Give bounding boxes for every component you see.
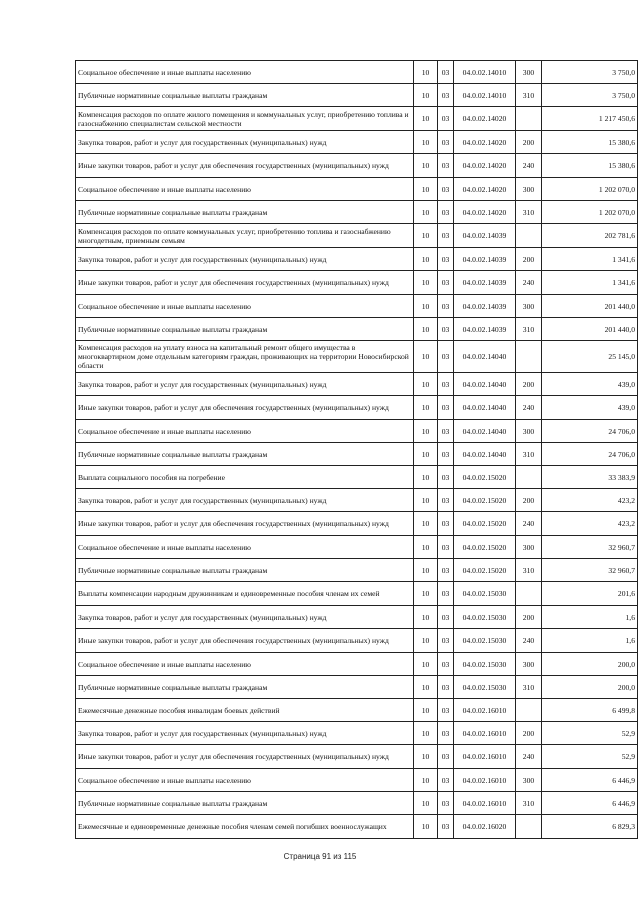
section-code: 10 bbox=[414, 318, 438, 341]
row-name: Ежемесячные и единовременные денежные пособия членам семей погибших военнослужащих bbox=[76, 815, 414, 839]
section-code: 10 bbox=[414, 154, 438, 178]
row-name: Иные закупки товаров, работ и услуг для обеспечения государственных (муниципальных) нужд bbox=[76, 629, 414, 653]
section-code: 10 bbox=[414, 201, 438, 224]
target-article-code: 04.0.02.15020 bbox=[454, 489, 516, 512]
expense-type-code: 240 bbox=[516, 396, 542, 420]
target-article-code: 04.0.02.15030 bbox=[454, 653, 516, 676]
expense-type-code: 240 bbox=[516, 271, 542, 295]
expense-type-code: 240 bbox=[516, 512, 542, 536]
subsection-code: 03 bbox=[438, 559, 454, 582]
subsection-code: 03 bbox=[438, 443, 454, 466]
section-code: 10 bbox=[414, 295, 438, 318]
section-code: 10 bbox=[414, 271, 438, 295]
subsection-code: 03 bbox=[438, 792, 454, 815]
table-row bbox=[76, 271, 638, 295]
expense-type-code bbox=[516, 341, 542, 373]
subsection-code: 03 bbox=[438, 653, 454, 676]
row-name: Социальное обеспечение и иные выплаты населению bbox=[76, 769, 414, 792]
target-article-code: 04.0.02.14039 bbox=[454, 295, 516, 318]
amount: 33 383,9 bbox=[542, 466, 638, 489]
target-article-code: 04.0.02.14020 bbox=[454, 107, 516, 131]
amount: 6 499,8 bbox=[542, 699, 638, 722]
amount: 423,2 bbox=[542, 489, 638, 512]
table-row bbox=[76, 792, 638, 815]
subsection-code: 03 bbox=[438, 107, 454, 131]
table-row bbox=[76, 201, 638, 224]
page-number: Страница 91 из 115 bbox=[283, 852, 357, 861]
row-name: Публичные нормативные социальные выплаты гражданам bbox=[76, 318, 414, 341]
subsection-code: 03 bbox=[438, 318, 454, 341]
target-article-code: 04.0.02.14039 bbox=[454, 271, 516, 295]
row-name: Публичные нормативные социальные выплаты гражданам bbox=[76, 443, 414, 466]
amount: 1 341,6 bbox=[542, 271, 638, 295]
expense-type-code: 310 bbox=[516, 318, 542, 341]
section-code: 10 bbox=[414, 466, 438, 489]
row-name: Социальное обеспечение и иные выплаты населению bbox=[76, 420, 414, 443]
row-name: Публичные нормативные социальные выплаты гражданам bbox=[76, 84, 414, 107]
expense-type-code: 310 bbox=[516, 792, 542, 815]
row-name: Иные закупки товаров, работ и услуг для обеспечения государственных (муниципальных) нужд bbox=[76, 745, 414, 769]
row-name: Публичные нормативные социальные выплаты гражданам bbox=[76, 676, 414, 699]
subsection-code: 03 bbox=[438, 420, 454, 443]
row-name: Закупка товаров, работ и услуг для государственных (муниципальных) нужд bbox=[76, 131, 414, 154]
subsection-code: 03 bbox=[438, 489, 454, 512]
target-article-code: 04.0.02.14040 bbox=[454, 373, 516, 396]
target-article-code: 04.0.02.14020 bbox=[454, 178, 516, 201]
expense-type-code: 200 bbox=[516, 489, 542, 512]
table-row bbox=[76, 84, 638, 107]
subsection-code: 03 bbox=[438, 769, 454, 792]
target-article-code: 04.0.02.14020 bbox=[454, 131, 516, 154]
target-article-code: 04.0.02.14040 bbox=[454, 420, 516, 443]
expense-type-code: 300 bbox=[516, 536, 542, 559]
section-code: 10 bbox=[414, 745, 438, 769]
row-name: Выплаты компенсации народным дружинникам и единовременные пособия членам их семей bbox=[76, 582, 414, 606]
table-row bbox=[76, 629, 638, 653]
target-article-code: 04.0.02.16020 bbox=[454, 815, 516, 839]
section-code: 10 bbox=[414, 815, 438, 839]
target-article-code: 04.0.02.14040 bbox=[454, 443, 516, 466]
expense-type-code: 240 bbox=[516, 629, 542, 653]
expense-type-code: 240 bbox=[516, 745, 542, 769]
subsection-code: 03 bbox=[438, 536, 454, 559]
target-article-code: 04.0.02.14020 bbox=[454, 154, 516, 178]
section-code: 10 bbox=[414, 107, 438, 131]
section-code: 10 bbox=[414, 224, 438, 248]
subsection-code: 03 bbox=[438, 699, 454, 722]
amount: 1 202 070,0 bbox=[542, 201, 638, 224]
subsection-code: 03 bbox=[438, 629, 454, 653]
row-name: Иные закупки товаров, работ и услуг для обеспечения государственных (муниципальных) нужд bbox=[76, 271, 414, 295]
amount: 439,0 bbox=[542, 373, 638, 396]
amount: 6 446,9 bbox=[542, 769, 638, 792]
target-article-code: 04.0.02.15020 bbox=[454, 512, 516, 536]
expense-type-code: 300 bbox=[516, 653, 542, 676]
target-article-code: 04.0.02.14039 bbox=[454, 318, 516, 341]
section-code: 10 bbox=[414, 792, 438, 815]
section-code: 10 bbox=[414, 373, 438, 396]
amount: 25 145,0 bbox=[542, 341, 638, 373]
expense-type-code bbox=[516, 224, 542, 248]
table-row bbox=[76, 676, 638, 699]
expense-type-code: 300 bbox=[516, 295, 542, 318]
row-name: Иные закупки товаров, работ и услуг для обеспечения государственных (муниципальных) нужд bbox=[76, 154, 414, 178]
table-row bbox=[76, 396, 638, 420]
row-name: Компенсация расходов по оплате коммунальных услуг, приобретению топлива и газоснабжению многодетным, приемным семьям bbox=[76, 224, 414, 248]
section-code: 10 bbox=[414, 131, 438, 154]
table-row bbox=[76, 512, 638, 536]
amount: 32 960,7 bbox=[542, 559, 638, 582]
subsection-code: 03 bbox=[438, 676, 454, 699]
row-name: Социальное обеспечение и иные выплаты населению bbox=[76, 653, 414, 676]
amount: 1 202 070,0 bbox=[542, 178, 638, 201]
amount: 201 440,0 bbox=[542, 318, 638, 341]
row-name: Компенсация расходов по оплате жилого помещения и коммунальных услуг, приобретению топлива и газоснабжению специалистам сельской местности bbox=[76, 107, 414, 131]
table-row bbox=[76, 131, 638, 154]
table-row bbox=[76, 769, 638, 792]
section-code: 10 bbox=[414, 676, 438, 699]
expense-type-code bbox=[516, 699, 542, 722]
section-code: 10 bbox=[414, 536, 438, 559]
subsection-code: 03 bbox=[438, 224, 454, 248]
row-name: Ежемесячные денежные пособия инвалидам боевых действий bbox=[76, 699, 414, 722]
table-row bbox=[76, 653, 638, 676]
table-row bbox=[76, 489, 638, 512]
amount: 1,6 bbox=[542, 606, 638, 629]
section-code: 10 bbox=[414, 512, 438, 536]
row-name: Выплата социального пособия на погребение bbox=[76, 466, 414, 489]
table-row bbox=[76, 722, 638, 745]
subsection-code: 03 bbox=[438, 271, 454, 295]
amount: 6 446,9 bbox=[542, 792, 638, 815]
expense-type-code: 310 bbox=[516, 676, 542, 699]
budget-table-body bbox=[76, 61, 638, 839]
table-row bbox=[76, 373, 638, 396]
target-article-code: 04.0.02.15020 bbox=[454, 536, 516, 559]
target-article-code: 04.0.02.15020 bbox=[454, 466, 516, 489]
expense-type-code: 310 bbox=[516, 443, 542, 466]
table-row bbox=[76, 559, 638, 582]
section-code: 10 bbox=[414, 653, 438, 676]
row-name: Закупка товаров, работ и услуг для государственных (муниципальных) нужд bbox=[76, 722, 414, 745]
amount: 423,2 bbox=[542, 512, 638, 536]
subsection-code: 03 bbox=[438, 606, 454, 629]
table-row bbox=[76, 61, 638, 84]
expense-type-code: 200 bbox=[516, 606, 542, 629]
expense-type-code bbox=[516, 582, 542, 606]
target-article-code: 04.0.02.14010 bbox=[454, 61, 516, 84]
amount: 24 706,0 bbox=[542, 443, 638, 466]
section-code: 10 bbox=[414, 559, 438, 582]
row-name: Компенсация расходов на уплату взноса на капитальный ремонт общего имущества в многоквартирном доме отдельным категориям граждан, проживающих на территории Новосибирской области bbox=[76, 341, 414, 373]
expense-type-code: 310 bbox=[516, 559, 542, 582]
amount: 24 706,0 bbox=[542, 420, 638, 443]
table-row bbox=[76, 699, 638, 722]
section-code: 10 bbox=[414, 606, 438, 629]
expense-type-code: 300 bbox=[516, 61, 542, 84]
amount: 52,9 bbox=[542, 745, 638, 769]
section-code: 10 bbox=[414, 84, 438, 107]
amount: 15 380,6 bbox=[542, 154, 638, 178]
target-article-code: 04.0.02.15020 bbox=[454, 559, 516, 582]
row-name: Иные закупки товаров, работ и услуг для обеспечения государственных (муниципальных) нужд bbox=[76, 396, 414, 420]
table-row bbox=[76, 606, 638, 629]
target-article-code: 04.0.02.16010 bbox=[454, 792, 516, 815]
expense-type-code bbox=[516, 107, 542, 131]
table-row bbox=[76, 224, 638, 248]
table-row bbox=[76, 107, 638, 131]
section-code: 10 bbox=[414, 629, 438, 653]
expense-type-code: 300 bbox=[516, 178, 542, 201]
subsection-code: 03 bbox=[438, 201, 454, 224]
expense-type-code bbox=[516, 466, 542, 489]
table-row bbox=[76, 536, 638, 559]
expense-type-code: 200 bbox=[516, 373, 542, 396]
expense-type-code: 200 bbox=[516, 722, 542, 745]
row-name: Иные закупки товаров, работ и услуг для обеспечения государственных (муниципальных) нужд bbox=[76, 512, 414, 536]
target-article-code: 04.0.02.14010 bbox=[454, 84, 516, 107]
section-code: 10 bbox=[414, 341, 438, 373]
target-article-code: 04.0.02.14039 bbox=[454, 224, 516, 248]
target-article-code: 04.0.02.14040 bbox=[454, 396, 516, 420]
amount: 3 750,0 bbox=[542, 84, 638, 107]
row-name: Публичные нормативные социальные выплаты гражданам bbox=[76, 792, 414, 815]
subsection-code: 03 bbox=[438, 373, 454, 396]
amount: 1 217 450,6 bbox=[542, 107, 638, 131]
subsection-code: 03 bbox=[438, 582, 454, 606]
section-code: 10 bbox=[414, 61, 438, 84]
expense-type-code: 300 bbox=[516, 769, 542, 792]
row-name: Закупка товаров, работ и услуг для государственных (муниципальных) нужд bbox=[76, 606, 414, 629]
amount: 6 829,3 bbox=[542, 815, 638, 839]
subsection-code: 03 bbox=[438, 745, 454, 769]
amount: 201,6 bbox=[542, 582, 638, 606]
section-code: 10 bbox=[414, 699, 438, 722]
target-article-code: 04.0.02.15030 bbox=[454, 606, 516, 629]
amount: 200,0 bbox=[542, 653, 638, 676]
row-name: Публичные нормативные социальные выплаты гражданам bbox=[76, 201, 414, 224]
target-article-code: 04.0.02.16010 bbox=[454, 699, 516, 722]
table-row bbox=[76, 745, 638, 769]
table-row bbox=[76, 582, 638, 606]
subsection-code: 03 bbox=[438, 396, 454, 420]
row-name: Социальное обеспечение и иные выплаты населению bbox=[76, 536, 414, 559]
table-row bbox=[76, 420, 638, 443]
subsection-code: 03 bbox=[438, 295, 454, 318]
subsection-code: 03 bbox=[438, 131, 454, 154]
amount: 201 440,0 bbox=[542, 295, 638, 318]
row-name: Закупка товаров, работ и услуг для государственных (муниципальных) нужд bbox=[76, 248, 414, 271]
target-article-code: 04.0.02.14039 bbox=[454, 248, 516, 271]
target-article-code: 04.0.02.14020 bbox=[454, 201, 516, 224]
target-article-code: 04.0.02.16010 bbox=[454, 745, 516, 769]
expense-type-code: 200 bbox=[516, 131, 542, 154]
target-article-code: 04.0.02.15030 bbox=[454, 582, 516, 606]
table-row bbox=[76, 154, 638, 178]
subsection-code: 03 bbox=[438, 815, 454, 839]
amount: 15 380,6 bbox=[542, 131, 638, 154]
table-row bbox=[76, 443, 638, 466]
table-row bbox=[76, 318, 638, 341]
target-article-code: 04.0.02.15030 bbox=[454, 676, 516, 699]
subsection-code: 03 bbox=[438, 84, 454, 107]
budget-table bbox=[75, 60, 638, 839]
row-name: Закупка товаров, работ и услуг для государственных (муниципальных) нужд bbox=[76, 489, 414, 512]
subsection-code: 03 bbox=[438, 341, 454, 373]
row-name: Социальное обеспечение и иные выплаты населению bbox=[76, 61, 414, 84]
amount: 202 781,6 bbox=[542, 224, 638, 248]
table-row bbox=[76, 341, 638, 373]
row-name: Социальное обеспечение и иные выплаты населению bbox=[76, 295, 414, 318]
subsection-code: 03 bbox=[438, 178, 454, 201]
amount: 1 341,6 bbox=[542, 248, 638, 271]
section-code: 10 bbox=[414, 582, 438, 606]
subsection-code: 03 bbox=[438, 154, 454, 178]
target-article-code: 04.0.02.15030 bbox=[454, 629, 516, 653]
expense-type-code bbox=[516, 815, 542, 839]
section-code: 10 bbox=[414, 396, 438, 420]
amount: 200,0 bbox=[542, 676, 638, 699]
target-article-code: 04.0.02.16010 bbox=[454, 769, 516, 792]
row-name: Закупка товаров, работ и услуг для государственных (муниципальных) нужд bbox=[76, 373, 414, 396]
table-row bbox=[76, 466, 638, 489]
expense-type-code: 310 bbox=[516, 84, 542, 107]
target-article-code: 04.0.02.16010 bbox=[454, 722, 516, 745]
expense-type-code: 200 bbox=[516, 248, 542, 271]
subsection-code: 03 bbox=[438, 466, 454, 489]
table-row bbox=[76, 178, 638, 201]
section-code: 10 bbox=[414, 248, 438, 271]
amount: 32 960,7 bbox=[542, 536, 638, 559]
expense-type-code: 240 bbox=[516, 154, 542, 178]
expense-type-code: 300 bbox=[516, 420, 542, 443]
subsection-code: 03 bbox=[438, 722, 454, 745]
section-code: 10 bbox=[414, 420, 438, 443]
target-article-code: 04.0.02.14040 bbox=[454, 341, 516, 373]
amount: 3 750,0 bbox=[542, 61, 638, 84]
row-name: Социальное обеспечение и иные выплаты населению bbox=[76, 178, 414, 201]
section-code: 10 bbox=[414, 769, 438, 792]
table-row bbox=[76, 295, 638, 318]
table-row bbox=[76, 248, 638, 271]
amount: 439,0 bbox=[542, 396, 638, 420]
amount: 1,6 bbox=[542, 629, 638, 653]
section-code: 10 bbox=[414, 443, 438, 466]
section-code: 10 bbox=[414, 722, 438, 745]
row-name: Публичные нормативные социальные выплаты гражданам bbox=[76, 559, 414, 582]
section-code: 10 bbox=[414, 178, 438, 201]
table-row bbox=[76, 815, 638, 839]
expense-type-code: 310 bbox=[516, 201, 542, 224]
subsection-code: 03 bbox=[438, 512, 454, 536]
section-code: 10 bbox=[414, 489, 438, 512]
subsection-code: 03 bbox=[438, 61, 454, 84]
amount: 52,9 bbox=[542, 722, 638, 745]
subsection-code: 03 bbox=[438, 248, 454, 271]
